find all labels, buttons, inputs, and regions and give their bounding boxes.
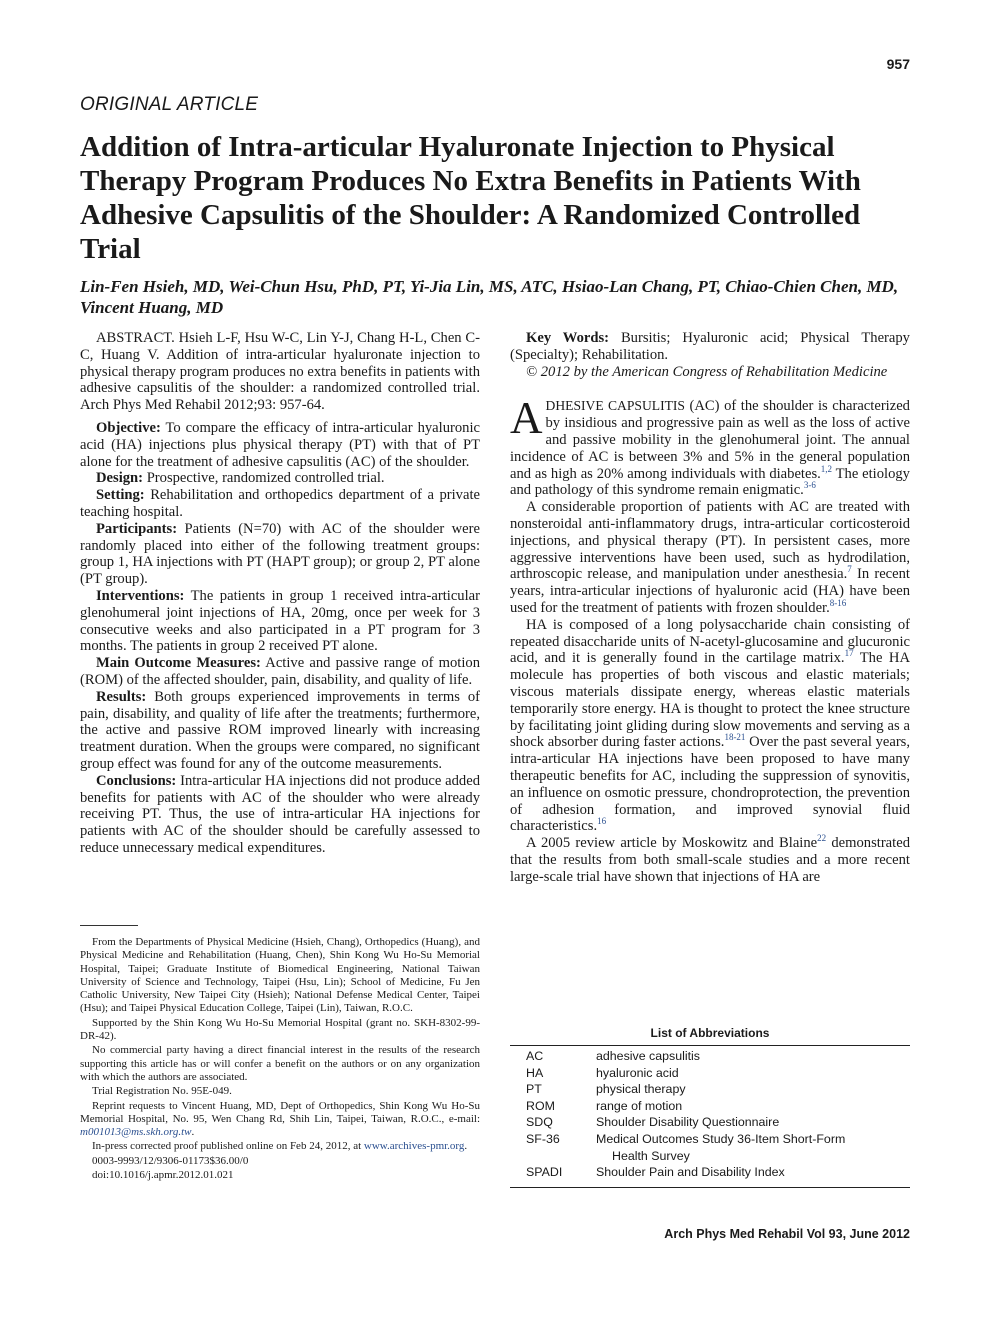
email-link[interactable]: m001013@ms.skh.org.tw (80, 1126, 192, 1139)
abbreviations-title: List of Abbreviations (510, 1026, 910, 1046)
participants-text: Patients (N=70) with AC of the shoulder were randomly placed into either of the following treatment groups: group 1, HA injections with PT (HAPT group); or group 2, PT alone (PT group). (80, 520, 480, 588)
footnote-doi: doi:10.1016/j.apmr.2012.01.021 (92, 1169, 234, 1182)
abstract-heading: ABSTRACT. Hsieh L-F, Hsu W-C, Lin Y-J, Chang H-L, Chen C-C, Huang V. Addition of intra-articular hyaluronate injection to physical therapy program produces no extra benefits in patients with adhesive capsulitis of the shoulder: a randomized controlled trial. Arch Phys Med Rehabil 2012;93: 957-64. (80, 330, 480, 414)
left-column (80, 330, 480, 857)
paragraph-text: A considerable proportion of patients with AC are treated with nonsteroidal anti-inflammatory drugs, intra-articular corticosteroid injections, and physical therapy (PT). In persistent cases, more aggressive interventions have been used, such as hydrodilation, arthroscopic release, and manipulation under anesthesia. (510, 499, 910, 583)
outcome-label: Main Outcome Measures: (96, 655, 261, 672)
interventions-label: Interventions: (96, 587, 185, 604)
abbreviation-key: PT (526, 1082, 542, 1097)
journal-footer: Arch Phys Med Rehabil Vol 93, June 2012 (664, 1227, 910, 1241)
footnote-trial: Trial Registration No. 95E-049. (92, 1085, 232, 1098)
abstract-setting (80, 487, 480, 521)
citation-ref[interactable]: 17 (844, 648, 854, 659)
citation-ref[interactable]: 7 (847, 564, 852, 575)
body-paragraph-4 (510, 835, 910, 885)
article-title: Addition of Intra-articular Hyaluronate Injection to Physical Therapy Program Produces No Extra Benefits in Patients With Adhesive Capsulitis of the Shoulder: A Randomized Controlled Trial (80, 131, 861, 265)
definition-continuation: Health Survey (612, 1148, 690, 1163)
paragraph-text: Over the past several years, intra-articular HA injections have been proposed to have many therapeutic benefits for AC, including the suppression of synovitis, an influence on osmotic pressure, chondroprotection, the prevention of adhesion formation, and improved synovial fluid characteristics. (510, 734, 911, 835)
abbreviation-row (510, 1164, 910, 1187)
footnote-inpress: In-press corrected proof published online on Feb 24, 2012, at www.archives-pmr.org. (92, 1140, 468, 1153)
abbreviation-row (510, 1098, 910, 1115)
abbreviation-row (510, 1081, 910, 1098)
website-link[interactable]: www.archives-pmr.org (363, 1140, 465, 1153)
citation-ref[interactable]: 8-16 (829, 597, 847, 608)
abbreviation-definition: Shoulder Pain and Disability Index (596, 1165, 785, 1180)
abstract-design (80, 470, 480, 487)
objective-text: To compare the efficacy of intra-articular hyaluronic acid (HA) injections plus physical therapy (PT) with that of PT alone for the treatment of adhesive capsulitis (AC) of the shoulder. (80, 419, 480, 470)
design-label: Design: (96, 470, 144, 487)
abbreviation-key: HA (526, 1065, 544, 1080)
participants-label: Participants: (96, 520, 178, 537)
setting-label: Setting: (96, 487, 145, 504)
paragraph-text: (AC) of the shoulder is characterized by insidious and progressive pain as well as the loss of active and passive mobility in the glenohumeral joint. The annual incidence of AC is between 3% and 5% in the general population and as high as 20% among individuals with diabetes. (510, 398, 910, 482)
abbreviation-definition: adhesive capsulitis (596, 1049, 701, 1063)
setting-text: Rehabilitation and orthopedics department of a private teaching hospital. (80, 487, 480, 520)
footnote-divider (80, 925, 138, 926)
footnote-affiliations: From the Departments of Physical Medicine (Hsieh, Chang), Orthopedics (Huang), and Physical Medicine and Rehabilitation (Huang, Chen), Shin Kong Wu Ho-Su Memorial Hospital, Taipei; Graduate Institute of Biomedical Engineering, National Taiwan University of Science and Technology, Taipei (Hsu, Lin); School of Medicine, Fu Jen Catholic University, New Taipei City (Hsieh); National Defense Medical Center, Taipei (Hsu); and Taipei Physical Education College, Taipei (Lin), Taiwan, R.O.C. (80, 936, 480, 1015)
abbreviations-box (510, 1026, 910, 1188)
article-type: ORIGINAL ARTICLE (80, 94, 259, 115)
paragraph-text: HA is composed of a long polysaccharide chain consisting of repeated disaccharide units of N-acetyl-glucosamine and glucuronic acid, and it is generally found in the cartilage matrix. (510, 616, 910, 667)
paragraph-text: demonstrated that the results from both small-scale studies and a more recent large-scale trial have shown that injections of HA are (510, 835, 910, 885)
abstract-interventions (80, 588, 480, 655)
copyright-line: © 2012 by the American Congress of Rehabilitation Medicine (526, 363, 888, 380)
outcome-text: Active and passive range of motion (ROM) of the affected shoulder, pain, disability, and quality of life. (80, 655, 480, 688)
footnote-reprint: Reprint requests to Vincent Huang, MD, Dept of Orthopedics, Shin Kong Wu Ho-Su Memorial Hospital, No. 95, Wen Chang Rd, Shih Lin, Taipei, Taiwan, R.O.C., e-mail: m001013@ms.skh.org.tw. (80, 1099, 480, 1139)
results-label: Results: (96, 688, 147, 705)
abstract-keywords (510, 330, 910, 364)
paragraph-text: A 2005 review article by Moskowitz and Blaine (526, 835, 818, 852)
keywords-label: Key Words: (526, 330, 610, 346)
abbreviation-key: SDQ (526, 1115, 553, 1130)
abbreviation-row (510, 1114, 910, 1131)
abbreviation-key: AC (526, 1049, 544, 1063)
footnote-support: Supported by the Shin Kong Wu Ho-Su Memorial Hospital (grant no. SKH-8302-99-DR-42). (80, 1016, 480, 1043)
reprint-text: Reprint requests to Vincent Huang, MD, Dept of Orthopedics, Shin Kong Wu Ho-Su Memorial Hospital, No. 95, Wen Chang Rd, Shih Lin, Taipei, Taiwan, R.O.C., e-mail: (80, 1099, 480, 1125)
abbreviations-table (510, 1048, 910, 1188)
abbreviation-definition: Shoulder Disability Questionnaire (596, 1115, 780, 1130)
abstract-participants (80, 521, 480, 588)
definition-line: Medical Outcomes Study 36-Item Short-Form (596, 1131, 846, 1146)
footnotes (80, 936, 480, 1183)
abstract-results (80, 689, 480, 773)
results-text: Both groups experienced improvements in terms of pain, disability, and quality of life after the treatments; furthermore, the active and passive ROM improved linearly with increasing treatment duration. When the groups were compared, no significant group effect was found for any of the outcome measurements. (80, 688, 480, 772)
right-column (510, 330, 910, 886)
abbreviation-key: SPADI (526, 1165, 563, 1180)
page-number: 957 (886, 56, 910, 72)
body-paragraph-2 (510, 499, 910, 617)
interventions-text: The patients in group 1 received intra-articular glenohumeral joint injections of HA, 20mg, once per week for 3 consecutive weeks and also participated in a PT program for 3 months. The patients in group 2 received PT alone. (80, 587, 480, 655)
author-list: Lin-Fen Hsieh, MD, Wei-Chun Hsu, PhD, PT, Yi-Jia Lin, MS, ATC, Hsiao-Lan Chang, PT, Chiao-Chien Chen, MD, Vincent Huang, MD (80, 277, 899, 317)
intro-small-caps: DHESIVE CAPSULITIS (545, 398, 685, 414)
conclusions-label: Conclusions: (96, 772, 177, 789)
objective-label: Objective: (96, 419, 161, 436)
abstract-conclusions (80, 773, 480, 857)
keywords-text: Bursitis; Hyaluronic acid; Physical Therapy (Specialty); Rehabilitation. (510, 330, 910, 363)
citation-ref[interactable]: 3-6 (803, 480, 816, 491)
citation-ref[interactable]: 18-21 (724, 732, 746, 743)
abbreviation-key: SF-36 (526, 1131, 560, 1146)
citation-ref[interactable]: 16 (597, 816, 607, 827)
body-paragraph-3 (510, 617, 910, 835)
citation-ref[interactable]: 22 (817, 833, 827, 844)
citation-ref[interactable]: 1,2 (820, 463, 833, 474)
abbreviation-row (510, 1131, 910, 1164)
footnote-issn: 0003-9993/12/9306-01173$36.00/0 (92, 1154, 249, 1167)
paragraph-text: The HA molecule has properties of both viscous and elastic materials; viscous materials dissipate energy, whereas elastic materials temporarily store energy. HA is thought to protect the knee structure by facilitating joint gliding during slow movements and serving as a shock absorber during faster actions. (510, 650, 910, 751)
inpress-text: In-press corrected proof published online on Feb 24, 2012, at (92, 1140, 364, 1153)
body-paragraph-1 (510, 393, 910, 499)
footnote-conflict: No commercial party having a direct financial interest in the results of the research supporting this article has or will confer a benefit on the authors or on any organization with which the authors are associated. (80, 1044, 480, 1083)
abstract-outcome (80, 655, 480, 689)
abbreviation-row (510, 1065, 910, 1082)
design-text: Prospective, randomized controlled trial. (146, 470, 385, 487)
abbreviation-definition: hyaluronic acid (596, 1065, 679, 1080)
conclusions-text: Intra-articular HA injections did not produce added benefits for patients with AC of the shoulder who were already receiving PT. Thus, the use of intra-articular HA injections for patients with AC of the shoulder should be carefully assessed to reduce unnecessary medical expenditures. (80, 772, 480, 856)
abbreviation-key: ROM (526, 1098, 555, 1113)
abbreviation-definition: range of motion (596, 1098, 683, 1113)
abbreviation-definition: physical therapy (596, 1082, 686, 1097)
drop-cap: A (510, 393, 543, 444)
paragraph-text: The etiology and pathology of this syndrome remain enigmatic. (510, 465, 910, 499)
paragraph-text: In recent years, intra-articular injections of hyaluronic acid (HA) have been used for the treatment of patients with frozen shoulder. (510, 566, 910, 616)
abbreviation-row (510, 1048, 910, 1065)
abbreviation-definition (596, 1131, 910, 1164)
abstract-objective (80, 420, 480, 470)
